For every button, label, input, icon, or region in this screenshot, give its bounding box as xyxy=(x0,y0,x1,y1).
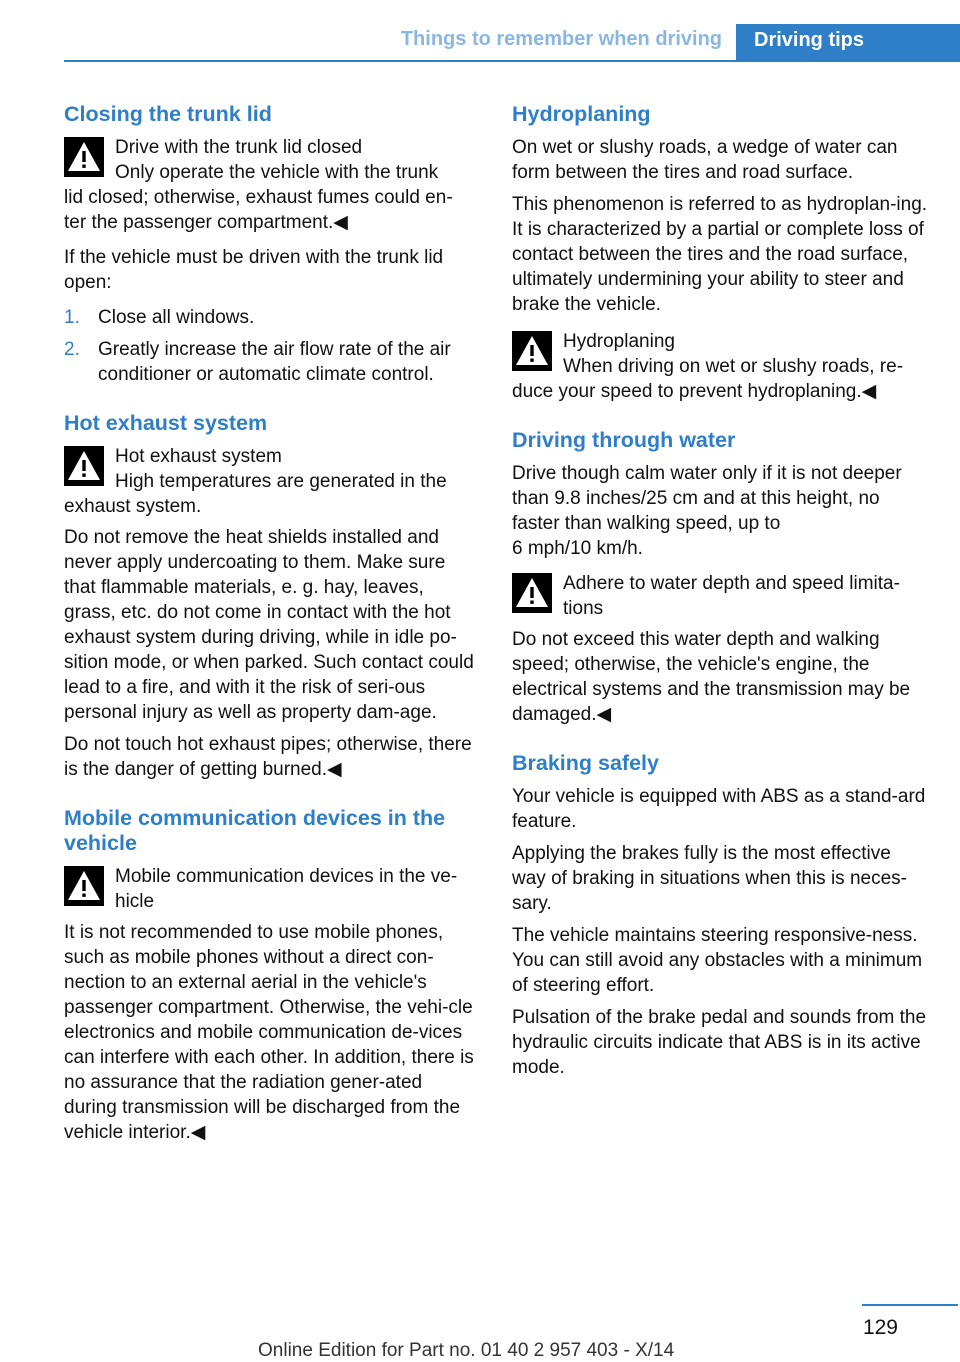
warning-title: Adhere to water depth and speed limita- xyxy=(563,573,900,594)
section-braking-safely xyxy=(512,751,928,1080)
warning-text-line: lid closed; otherwise, exhaust fumes could en- xyxy=(64,187,453,208)
warning-block xyxy=(64,864,478,914)
paragraph: Your vehicle is equipped with ABS as a stand-ard feature. xyxy=(512,786,926,832)
paragraph: On wet or slushy roads, a wedge of water can form between the tires and road surface. xyxy=(512,137,898,183)
list-number: 2. xyxy=(64,339,80,360)
section-title: Driving through water xyxy=(512,428,736,452)
warning-text-line: duce your speed to prevent hydroplaning.◀ xyxy=(512,381,877,402)
warning-triangle-icon xyxy=(64,137,104,177)
section-title: Hot exhaust system xyxy=(64,411,268,435)
left-column xyxy=(64,102,478,1169)
warning-block xyxy=(512,571,928,621)
paragraph: The vehicle maintains steering responsive-ness. You can still avoid any obstacles with a minimum of steering effort. xyxy=(512,925,923,996)
list-item xyxy=(64,305,478,330)
list-text: Close all windows. xyxy=(98,307,255,328)
section-hydroplaning xyxy=(512,102,928,404)
warning-text-line: High temperatures are generated in the xyxy=(115,471,447,492)
header-chapter-tab: Driving tips xyxy=(736,24,960,62)
paragraph: Do not remove the heat shields installed and never apply undercoating to them. Make sure that flammable materials, e. g. hay, leaves, grass, etc. do not come in contact with the hot exhaust system during driving, while in idle po-sition mode, or when parked. Such contact could lead to a fire, and with it the risk of seri-ous personal injury as well as property dam-age. xyxy=(64,527,474,723)
warning-text-line: ter the passenger compartment.◀ xyxy=(64,212,348,233)
warning-block xyxy=(512,329,928,404)
page-number: 129 xyxy=(862,1316,898,1339)
section-title: Hydroplaning xyxy=(512,102,651,126)
warning-triangle-icon xyxy=(512,573,552,613)
warning-triangle-icon xyxy=(64,446,104,486)
list-text: Greatly increase the air flow rate of the air conditioner or automatic climate control. xyxy=(98,339,451,385)
paragraph: Do not touch hot exhaust pipes; otherwise, there is the danger of getting burned.◀ xyxy=(64,734,472,780)
paragraph: Do not exceed this water depth and walking speed; otherwise, the vehicle's engine, the electrical systems and the transmission may be damaged.◀ xyxy=(512,629,911,725)
section-driving-through-water xyxy=(512,428,928,727)
footer-edition-text: Online Edition for Part no. 01 40 2 957 403 - X/14 xyxy=(258,1340,675,1361)
list-number: 1. xyxy=(64,307,80,328)
warning-triangle-icon xyxy=(512,331,552,371)
warning-block xyxy=(64,444,478,519)
section-closing-trunk-lid xyxy=(64,102,478,387)
warning-text-line: exhaust system. xyxy=(64,496,202,517)
warning-title: tions xyxy=(563,598,604,619)
numbered-list xyxy=(64,305,478,387)
warning-triangle-icon xyxy=(64,866,104,906)
paragraph: 6 mph/10 km/h. xyxy=(512,538,643,559)
footer-rule xyxy=(862,1304,958,1306)
warning-title: Drive with the trunk lid closed xyxy=(115,137,363,158)
warning-text-line: Only operate the vehicle with the trunk xyxy=(115,162,439,183)
section-mobile-communication xyxy=(64,806,478,1145)
warning-title: Hydroplaning xyxy=(563,331,675,352)
paragraph: Drive though calm water only if it is not deeper than 9.8 inches/25 cm and at this height, no faster than walking speed, up to xyxy=(512,463,902,534)
section-hot-exhaust-system xyxy=(64,411,478,782)
section-title: Braking safely xyxy=(512,751,659,775)
warning-title: Mobile communication devices in the ve- xyxy=(115,866,458,887)
warning-title: hicle xyxy=(115,891,155,912)
paragraph: Pulsation of the brake pedal and sounds from the hydraulic circuits indicate that ABS is in its active mode. xyxy=(512,1007,927,1078)
list-item xyxy=(64,337,478,387)
paragraph: This phenomenon is referred to as hydroplan-ing. It is characterized by a partial or complete loss of contact between the tires and the road surface, ultimately undermining your ability to steer and brake the vehicle. xyxy=(512,194,928,315)
section-title: Mobile communication devices in the vehicle xyxy=(64,806,446,855)
paragraph: If the vehicle must be driven with the trunk lid open: xyxy=(64,247,444,293)
paragraph: It is not recommended to use mobile phones, such as mobile phones without a direct con-nection to an external aerial in the vehicle's passenger compartment. Otherwise, the vehi-cle electronics and mobile communication de-vices can interfere with each other. In addition, there is no assurance that the radiation gener-ated during transmission will be discharged from the vehicle interior.◀ xyxy=(64,922,474,1143)
warning-text-line: When driving on wet or slushy roads, re- xyxy=(563,356,904,377)
section-title: Closing the trunk lid xyxy=(64,102,272,126)
warning-block xyxy=(64,135,478,235)
warning-title: Hot exhaust system xyxy=(115,446,282,467)
paragraph: Applying the brakes fully is the most effective way of braking in situations when this is neces-sary. xyxy=(512,843,907,914)
right-column xyxy=(512,102,928,1104)
header-section-title: Things to remember when driving xyxy=(400,28,722,50)
